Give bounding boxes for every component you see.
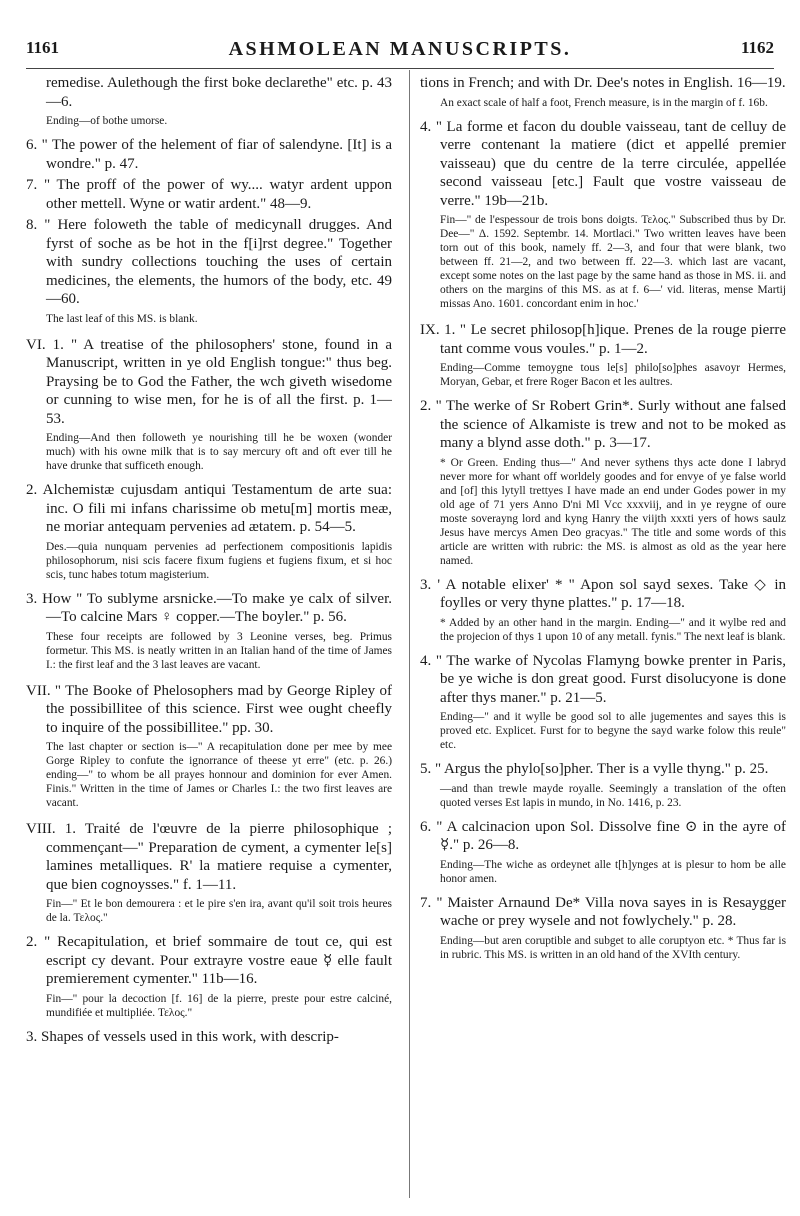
manuscript-vi-item-2: 2. Alchemistæ cujusdam antiqui Testamentum de arte sua: inc. O fili mi infans charissime ob metu[m] mortis meæ, ne moriar antequam pervenies ad ætatem. p. 54—5. bbox=[26, 482, 392, 535]
manuscript-vii: VII. " The Booke of Phelosophers mad by George Ripley of the possibillitee of this science. First wee ought cheefly to inquire of the possibillitee." pp. 30. bbox=[26, 682, 392, 736]
manuscript-ix-item-1: IX. 1. " Le secret philosop[h]ique. Prenes de la rouge pierre tant comme vous voules." p. 1—2. bbox=[420, 322, 786, 357]
entry-note: Ending—The wiche as ordeynet alle t[h]ynges at is plesur to hom be alle honor amen. bbox=[440, 858, 786, 885]
page-header bbox=[26, 38, 774, 69]
entry-note: * Or Green. Ending thus—" And never sythens thys acte done I labryd never more for whant off worldely goodes and for envye of ye false world and [of] this lytyll trettyes I have made an end under Godes power in my old age of 71 yers Anno D'ni Ml Vcc xxxviij, and in ye reygne of oure moste soverayng lord and kyng Hanry the viijth xxxti yers of hows saulz Jesus have mercys Amen Deo gracyas." The title and some words of this article are written with rubric: the MS. is almost as old as the year here named. bbox=[440, 456, 786, 567]
entry-text: 8. " Here foloweth the table of medicynall drugges. And fyrst of soche as be hot in the f[i]rst degree." Together with sundry collections touching the uses of certain medicines, the elements, the humors of the body, etc. 49—60. bbox=[26, 217, 392, 307]
entry-note: —and than trewle mayde royalle. Seemingly a translation of the often quoted verses Est lapis in mundo, in No. 1416, p. 23. bbox=[440, 782, 786, 809]
entry-note: The last chapter or section is—" A recapitulation done per mee by mee Gorge Ripley to confute the ignorrance of theese yt erre" (etc. p. 26.) ending—" to whom be all prayes honnour and dominion for ever Amen. Finis." Written in the time of James or Charles I.: the two first leaves are vacant. bbox=[46, 741, 392, 809]
entry-note: Ending—" and it wylle be good sol to alle jugementes and sayes this is proved etc. Explicet. Furst for to begyne the sayd warke folow this reule" etc. bbox=[440, 711, 786, 751]
column-divider bbox=[409, 70, 410, 1198]
entry-text: tions in French; and with Dr. Dee's notes in English. 16—19. bbox=[420, 75, 786, 91]
entry-note: Ending—And then followeth ye nourishing till he be woxen (wonder much) with his owne milk that is to say mercury oft and oft ever till he have drunke that sufficeth enough. bbox=[46, 432, 392, 472]
manuscript-ix-item-7: 7. " Maister Arnaund De* Villa nova sayes in is Resaygger wache or prey wysele and not fowlychely." p. 28. bbox=[420, 894, 786, 929]
manuscript-viii-item-1: VIII. 1. Traité de l'œuvre de la pierre philosophique ; commençant—" Preparation de cyment, a cymenter le[s] lamines metalliques. R' la matiere requise a cymenter, que bien cognoysses." f. 1—11. bbox=[26, 821, 392, 893]
entry-note: Fin—" pour la decoction [f. 16] de la pierre, preste pour estre calciné, mundifiée et multipliée. Τελος." bbox=[46, 992, 392, 1019]
right-column-number: 1162 bbox=[740, 38, 774, 57]
entry-text: 7. " The proff of the power of wy.... watyr ardent uppon other mettell. Wyne or watir ardent." 48—9. bbox=[26, 177, 392, 212]
left-column-number: 1161 bbox=[26, 38, 60, 57]
manuscript-viii-item-3: 3. Shapes of vessels used in this work, with descrip- bbox=[26, 1028, 339, 1045]
entry-note: These four receipts are followed by 3 Leonine verses, beg. Primus formetur. This MS. is neatly written in an Italian hand of the time of James I.: the first leaf and the 3 last leaves are vacant. bbox=[46, 630, 392, 671]
entry-note: An exact scale of half a foot, French measure, is in the margin of f. 16b. bbox=[440, 96, 768, 109]
manuscript-ix-item-4: 4. " The warke of Nycolas Flamyng bowke prenter in Paris, be ye wiche is don great good. Furst disolucyone is done after thys maner." p. 21—5. bbox=[420, 652, 786, 706]
left-column bbox=[26, 74, 392, 1194]
running-title: ASHMOLEAN MANUSCRIPTS. bbox=[228, 38, 572, 60]
entry-note: Fin—" Et le bon demourera : et le pire s'en ira, avant qu'il soit trois heures de la. Τελος." bbox=[46, 898, 392, 924]
entry-note: * Added by an other hand in the margin. Ending—" and it wylbe red and the projecion of thys 1 upon 10 of any metall. fynis." The next leaf is blank. bbox=[440, 616, 786, 643]
right-column bbox=[420, 74, 786, 1194]
manuscript-ix-item-2: 2. " The werke of Sr Robert Grin*. Surly without ane falsed the science of Alkamiste is trew and not to be moked as many a blynd asse doth." p. 3—17. bbox=[420, 398, 786, 451]
manuscript-ix-item-6: 6. " A calcinacion upon Sol. Dissolve fine ⊙ in the ayre of ☿." p. 26—8. bbox=[420, 818, 786, 853]
entry-note: Ending—but aren coruptible and subget to alle coruptyon etc. * Thus far is in rubric. This MS. is written in an old hand of the XVIth century. bbox=[440, 934, 786, 961]
manuscript-viii-item-2: 2. " Recapitulation, et brief sommaire de tout ce, qui est escript cy devant. Pour extrayre vostre eaue ☿ elle fault premierement cymenter." 11b—16. bbox=[26, 934, 392, 987]
entry-note: Ending—Comme temoygne tous le[s] philo[so]phes asavoyr Hermes, Moryan, Gebar, et frere Roger Bacon et les aultres. bbox=[440, 362, 786, 388]
manuscript-ix-item-3: 3. ' A notable elixer' * " Apon sol sayd sexes. Take ◇ in foylles or very thyne plattes." p. 17—18. bbox=[420, 576, 786, 611]
manuscript-ix-item-5: 5. " Argus the phylo[so]pher. Ther is a vylle thyng." p. 25. bbox=[420, 761, 769, 777]
entry-note: Fin—" de l'espessour de trois bons doigts. Τελος." Subscribed thus by Dr. Dee—" Δ. 1592. Septembr. 14. Mortlaci." Two written leaves have been torn out of this book, namely ff. 2—3, and four that were blank, two between ff. 21—2, and two between ff. 22—3. which last are vacant, except some notes on the last page by the same hand as those in MS. ii. and others on the margins of this MS. as at f. 6—' vid. literas, mense Martij missas Ano. 1601. concordant enim in hoc.' bbox=[440, 214, 786, 310]
manuscript-vi-item-1: VI. 1. " A treatise of the philosophers' stone, found in a Manuscript, written in ye old English tongue:" thus beg. Praysing be to God the Father, the wch giveth wisedome or cunning to wise men, for he is of all the first. p. 1—53. bbox=[26, 336, 392, 427]
entry-note: Ending—of bothe umorse. bbox=[46, 115, 168, 127]
entry-note: The last leaf of this MS. is blank. bbox=[46, 312, 198, 325]
manuscript-vi-item-3: 3. How " To sublyme arsnicke.—To make ye calx of silver.—To calcine Mars ♀ copper.—The boyler." p. 56. bbox=[26, 590, 392, 625]
entry-note: Des.—quia nunquam pervenies ad perfectionem compositionis lapidis philosophorum, nisi scis facere fixum fugiens et fugiens fixum, et si hoc scis, tunc habes totum magisterium. bbox=[46, 540, 392, 581]
entry-text: 6. " The power of the helement of fiar of salendyne. [It] is a wondre." p. 47. bbox=[26, 137, 392, 172]
entry-text: remedise. Aulethough the first boke declarethe" etc. p. 43—6. bbox=[46, 75, 392, 110]
manuscript-viii-item-4: 4. " La forme et facon du double vaisseau, tant de celluy de verre contenant la matiere (dict et appellé premier vaisseau) que du centre de la terre circulée, appellée second vaisseau [etc.] Fault que vostre vaisseau de verre." 19b—21b. bbox=[420, 118, 786, 209]
